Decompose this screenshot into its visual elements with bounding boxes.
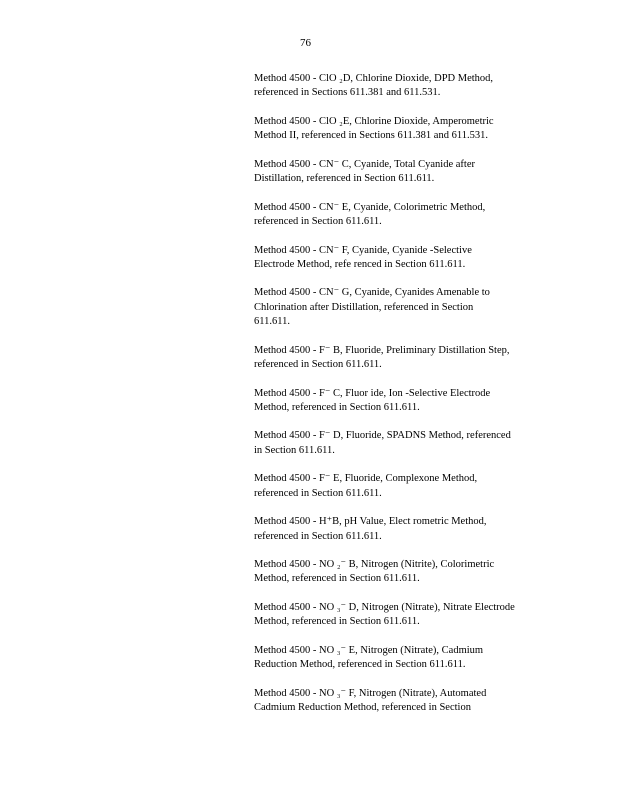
method-entry-cn-g: [254, 286, 544, 329]
entry-line: referenced in Section 611.611.: [254, 358, 382, 370]
entry-line: Chlorination after Distillation, referenced in Section: [254, 301, 474, 313]
entry-line: referenced in Section 611.611.: [254, 215, 382, 227]
method-entry-no3-e: [254, 644, 544, 673]
method-entry-no2-b: [254, 558, 544, 587]
entry-line: Method 4500 - CN⁻ F, Cyanide, Cyanide -Selective: [254, 244, 472, 256]
method-entry-f-c: [254, 387, 544, 416]
method-entry-clo2-d: [254, 72, 544, 101]
method-entry-cn-e: [254, 201, 544, 230]
entry-line: Method 4500 - CN⁻ C, Cyanide, Total Cyanide after: [254, 158, 475, 170]
method-entry-f-d: [254, 429, 544, 458]
entry-line: Method 4500 - NO ₃⁻ E, Nitrogen (Nitrate), Cadmium: [254, 644, 484, 656]
entry-line: Method 4500 - ClO ₂D, Chlorine Dioxide, DPD Method,: [254, 73, 494, 84]
method-entry-cn-c: [254, 158, 544, 187]
entry-line: Method, referenced in Section 611.611.: [254, 401, 420, 413]
page-number: 76: [300, 37, 311, 49]
entry-line: Method 4500 - NO ₂⁻ B, Nitrogen (Nitrite), Colorimetric: [254, 559, 495, 571]
method-entry-no3-d: [254, 601, 544, 630]
entry-line: Method 4500 - H⁺B, pH Value, Elect rometric Method,: [254, 516, 487, 528]
method-list: [254, 72, 544, 730]
entry-line: in Section 611.611.: [254, 444, 335, 456]
entry-line: Reduction Method, referenced in Section 611.611.: [254, 659, 466, 671]
entry-line: Method 4500 - CN⁻ G, Cyanide, Cyanides Amenable to: [254, 287, 490, 299]
entry-line: referenced in Sections 611.381 and 611.531.: [254, 87, 441, 99]
method-entry-no3-f: [254, 687, 544, 716]
entry-line: Method 4500 - F⁻ B, Fluoride, Preliminary Distillation Step,: [254, 344, 510, 356]
entry-line: Method 4500 - F⁻ E, Fluoride, Complexone Method,: [254, 473, 478, 485]
method-entry-h-b: [254, 515, 544, 544]
entry-line: Method 4500 - F⁻ D, Fluoride, SPADNS Method, referenced: [254, 430, 511, 442]
method-entry-f-e: [254, 472, 544, 501]
entry-line: Method, referenced in Section 611.611.: [254, 573, 420, 585]
entry-line: referenced in Section 611.611.: [254, 487, 382, 499]
method-entry-f-b: [254, 344, 544, 373]
entry-line: Method II, referenced in Sections 611.381 and 611.531.: [254, 130, 488, 142]
entry-line: Electrode Method, refe renced in Section 611.611.: [254, 258, 466, 270]
entry-line: Method 4500 - NO ₃⁻ F, Nitrogen (Nitrate), Automated: [254, 687, 487, 699]
entry-line: Method, referenced in Section 611.611.: [254, 616, 420, 628]
entry-line: referenced in Section 611.611.: [254, 530, 382, 542]
entry-line: Method 4500 - CN⁻ E, Cyanide, Colorimetric Method,: [254, 201, 486, 213]
entry-line: 611.611.: [254, 316, 290, 328]
method-entry-clo2-e: [254, 115, 544, 144]
entry-line: Method 4500 - ClO ₂E, Chlorine Dioxide, Amperometric: [254, 115, 494, 127]
method-entry-cn-f: [254, 244, 544, 273]
entry-line: Method 4500 - F⁻ C, Fluor ide, Ion -Selective Electrode: [254, 387, 491, 399]
entry-line: Method 4500 - NO ₃⁻ D, Nitrogen (Nitrate), Nitrate Electrode: [254, 601, 515, 613]
entry-line: Cadmium Reduction Method, referenced in Section: [254, 702, 471, 714]
entry-line: Distillation, referenced in Section 611.611.: [254, 173, 435, 185]
